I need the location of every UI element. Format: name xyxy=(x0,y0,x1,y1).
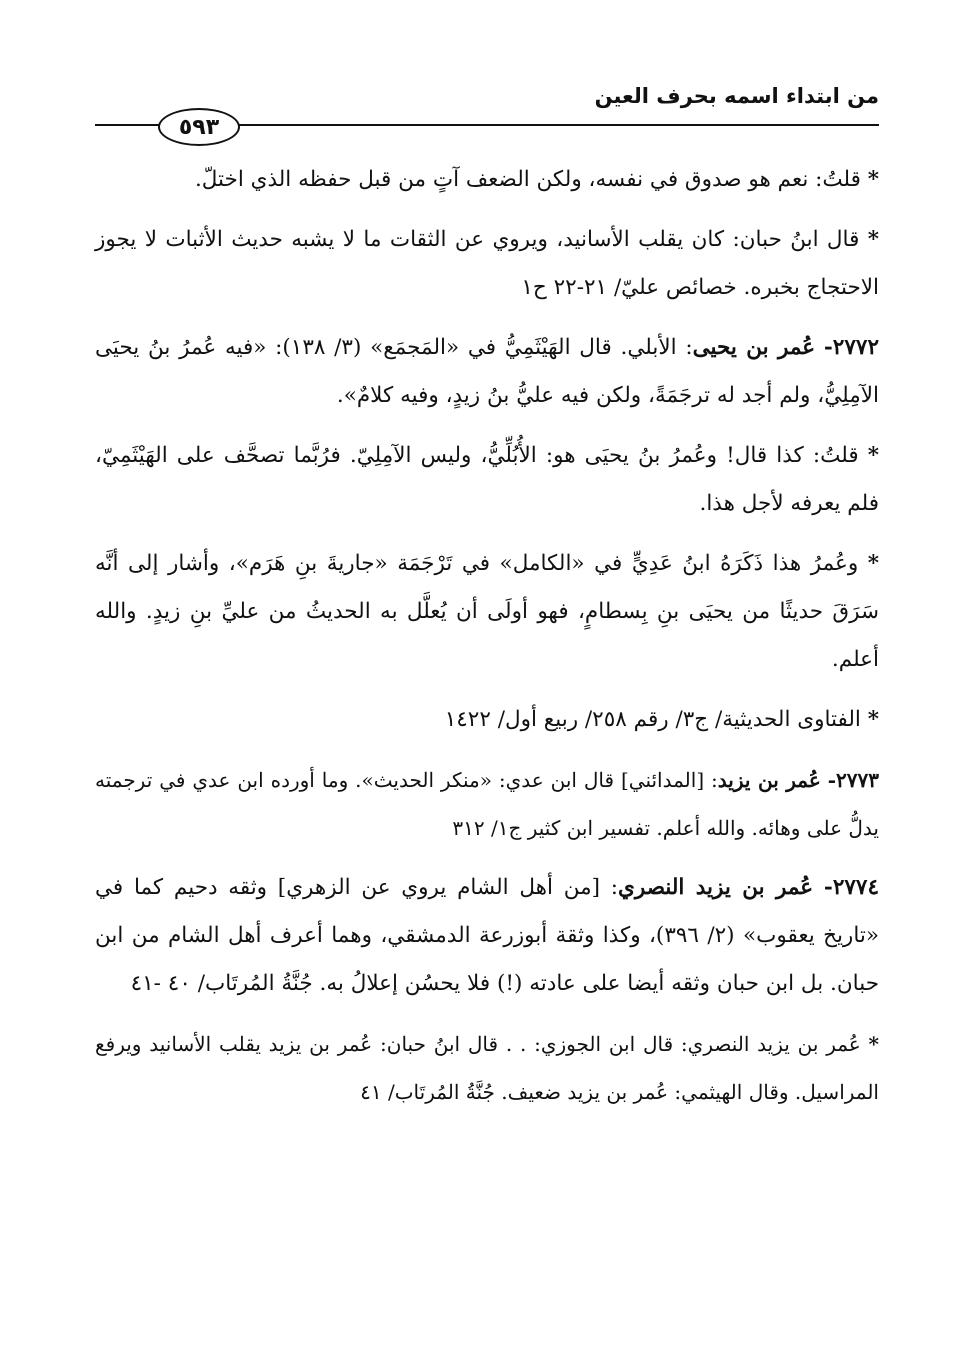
entry-name: عُمر بن يحيى xyxy=(692,335,816,360)
entry-2774 xyxy=(95,864,879,1008)
entry-text: : الأبلي. قال الهَيْثَمِيُّ في «المَجمَع» (٣/ ١٣٨): «فيه عُمرُ بنُ يحيَى الآمِلِيُّ، ولم أجد له ترجَمَةً، ولكن فيه عليُّ بنُ زيدٍ، وفيه كلامٌ». xyxy=(95,335,879,408)
entry-name: عُمر بن يزيد xyxy=(717,768,821,792)
running-head: من ابتداء اسمه بحرف العين xyxy=(594,84,879,108)
entry-name: عُمر بن يزيد النصري xyxy=(618,875,814,900)
paragraph-text: عُمر بن يزيد النصري: قال ابن الجوزي: . . قال ابنُ حبان: عُمر بن يزيد يقلب الأسانيد ويرفع المراسيل. وقال الهيثمي: عُمر بن يزيد ضعيف. جُنَّةُ المُرتَاب/ ٤١ xyxy=(95,1032,879,1104)
paragraph xyxy=(95,1020,879,1116)
paragraph-text: وعُمرُ هذا ذَكَرَهُ ابنُ عَدِيٍّ في «الكامل» في تَرْجَمَة «جاريةَ بنِ هَرَم»، وأشار إلى أنَّه سَرَقَ حديثًا من يحيَى بنِ بِسطامٍ، فهو أولَى أن يُعلَّل به الحديثُ من عليِّ بنِ زيدٍ. والله أعلم. xyxy=(95,551,879,672)
paragraph xyxy=(95,432,879,528)
asterisk-icon: * xyxy=(867,167,879,192)
citation-text: الفتاوى الحديثية/ ج٣/ رقم ٢٥٨/ ربيع أول/ ١٤٢٢ xyxy=(444,707,861,732)
page-number-badge xyxy=(158,108,240,146)
entry-text: : [المدائني] قال ابن عدي: «منكر الحديث». وما أورده ابن عدي في ترجمته يدلُّ على وهائه. والله أعلم. تفسير ابن كثير ج١/ ٣١٢ xyxy=(95,768,879,840)
paragraph xyxy=(95,216,879,312)
page-body xyxy=(95,156,879,1128)
page-number: ٥٩٣ xyxy=(178,114,220,140)
asterisk-icon: * xyxy=(868,1032,880,1056)
paragraph xyxy=(95,156,879,204)
entry-2772 xyxy=(95,324,879,420)
asterisk-icon: * xyxy=(867,551,879,576)
paragraph-text: قال ابنُ حبان: كان يقلب الأسانيد، ويروي عن الثقات ما لا يشبه حديث الأثبات لا يجوز الاحتجاج بخبره. خصائص عليّ/ ٢١-٢٢ ح١ xyxy=(95,227,879,300)
paragraph xyxy=(95,540,879,684)
entry-number: ٢٧٧٤- xyxy=(823,875,880,900)
paragraph-text: قلتُ: نعم هو صدوق في نفسه، ولكن الضعف آتٍ من قبل حفظه الذي اختلّ. xyxy=(194,167,861,192)
entry-number: ٢٧٧٣- xyxy=(827,768,880,792)
entry-2773 xyxy=(95,756,879,852)
asterisk-icon: * xyxy=(867,227,879,252)
citation xyxy=(95,696,879,744)
asterisk-icon: * xyxy=(867,443,879,468)
entry-text: : [من أهل الشام يروي عن الزهري] وثقه دحيم كما في «تاريخ يعقوب» (٢/ ٣٩٦)، وكذا وثقة أبوزرعة الدمشقي، وهما أعرف أهل الشام من ابن حبان. بل ابن حبان وثقه أيضا على عادته (!) فلا يحسُن إعلالُ به. جُنَّةُ المُرتَاب/ ٤٠ -٤١ xyxy=(95,875,880,996)
paragraph-text: قلتُ: كذا قال! وعُمرُ بنُ يحيَى هو: الأُبُلِّيُّ، وليس الآمِلِيّ. فرُبَّما تصحَّف على الهَيْثَمِيّ، فلم يعرفه لأجل هذا. xyxy=(95,443,879,516)
asterisk-icon: * xyxy=(867,707,879,732)
entry-number: ٢٧٧٢- xyxy=(823,335,879,360)
